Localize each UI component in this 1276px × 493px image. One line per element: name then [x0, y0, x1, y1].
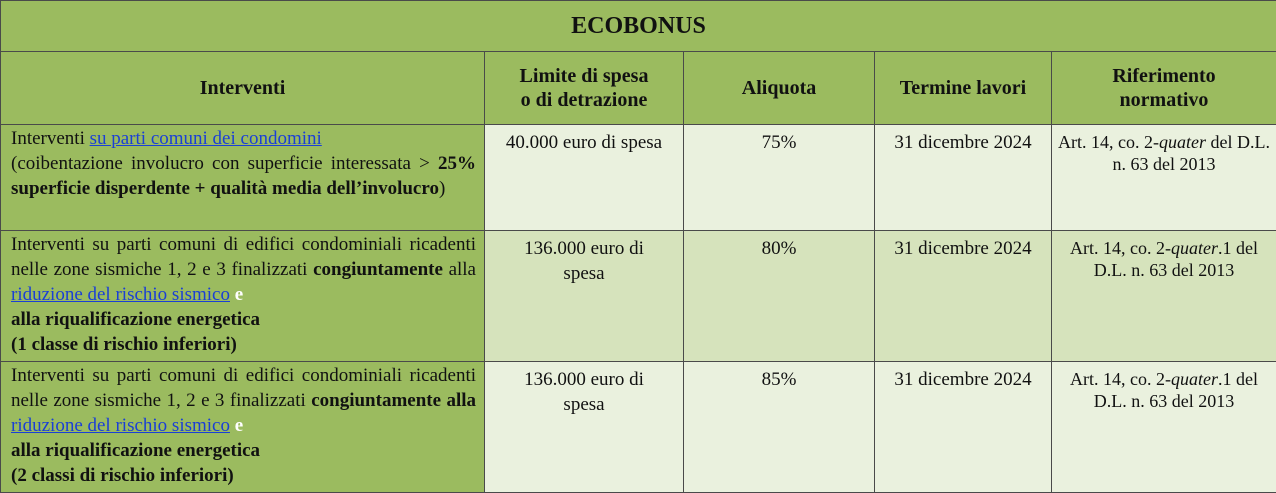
interventi-text: Interventi su parti comuni di edifici condominiali ricadenti nelle zone sismiche 1, 2 e 3 finalizzati: [11, 234, 476, 280]
interventi-text: ): [439, 178, 445, 199]
aliquota-cell: 85%: [684, 362, 875, 493]
interventi-text: Interventi: [11, 128, 90, 149]
limite-cell: 136.000 euro di spesa: [485, 231, 684, 362]
header-limite-line1: Limite di spesa: [520, 65, 649, 87]
riferimento-cell: [1052, 125, 1276, 231]
riferimento-text: Art. 14, co. 2-: [1058, 132, 1159, 152]
limite-cell: 136.000 euro di spesa: [485, 362, 684, 493]
riferimento-cell: [1052, 362, 1276, 493]
termine-cell: 31 dicembre 2024: [875, 362, 1052, 493]
interventi-text: alla: [443, 259, 476, 280]
interventi-bold-text: alla riqualificazione energetica: [11, 440, 260, 461]
interventi-cell: [1, 362, 485, 493]
riferimento-text: Art. 14, co. 2-: [1070, 238, 1171, 258]
interventi-bold-text: alla riqualificazione energetica: [11, 309, 260, 330]
header-interventi: Interventi: [1, 52, 485, 125]
table-row: [1, 125, 1276, 231]
header-limite: [485, 52, 684, 125]
riferimento-text: Art. 14, co. 2-: [1070, 369, 1171, 389]
interventi-bold-text: congiuntamente alla: [311, 390, 476, 411]
header-termine: Termine lavori: [875, 52, 1052, 125]
interventi-bold-text: congiuntamente: [313, 259, 443, 280]
link-parti-comuni[interactable]: su parti comuni dei condomini: [90, 128, 322, 149]
riferimento-italic: quater: [1171, 238, 1218, 258]
termine-cell: 31 dicembre 2024: [875, 231, 1052, 362]
header-riferimento: [1052, 52, 1276, 125]
riferimento-text: .1 del D.L. n. 63 del 2013: [1094, 238, 1258, 280]
table-row: [1, 231, 1276, 362]
interventi-white-text: e: [230, 284, 243, 305]
table-row: [1, 362, 1276, 493]
interventi-text: Interventi su parti comuni di edifici condominiali ricadenti nelle zone sismiche 1, 2 e 3 finalizzati: [11, 365, 476, 411]
interventi-cell: [1, 231, 485, 362]
interventi-cell: [1, 125, 485, 231]
interventi-white-text: e: [230, 415, 243, 436]
riferimento-italic: quater: [1159, 132, 1206, 152]
interventi-text: (coibentazione involucro con superficie interessata >: [11, 153, 430, 174]
table-title: ECOBONUS: [1, 1, 1276, 52]
riferimento-cell: [1052, 231, 1276, 362]
interventi-bold-text: (1 classe di rischio inferiori): [11, 334, 237, 355]
aliquota-cell: 80%: [684, 231, 875, 362]
limite-cell: 40.000 euro di spesa: [485, 125, 684, 231]
header-riferimento-line1: Riferimento: [1112, 65, 1215, 87]
riferimento-italic: quater: [1171, 369, 1218, 389]
header-limite-line2: o di detrazione: [521, 89, 648, 111]
link-rischio-sismico[interactable]: riduzione del rischio sismico: [11, 415, 230, 436]
aliquota-cell: 75%: [684, 125, 875, 231]
link-rischio-sismico[interactable]: riduzione del rischio sismico: [11, 284, 230, 305]
header-aliquota: Aliquota: [684, 52, 875, 125]
termine-cell: 31 dicembre 2024: [875, 125, 1052, 231]
interventi-bold-text: 25% superficie disperdente + qualità media dell’involucro: [11, 153, 476, 199]
header-riferimento-line2: normativo: [1120, 89, 1209, 111]
riferimento-text: .1 del D.L. n. 63 del 2013: [1094, 369, 1258, 411]
interventi-bold-text: (2 classi di rischio inferiori): [11, 465, 234, 486]
riferimento-text: del D.L. n. 63 del 2013: [1113, 132, 1270, 174]
